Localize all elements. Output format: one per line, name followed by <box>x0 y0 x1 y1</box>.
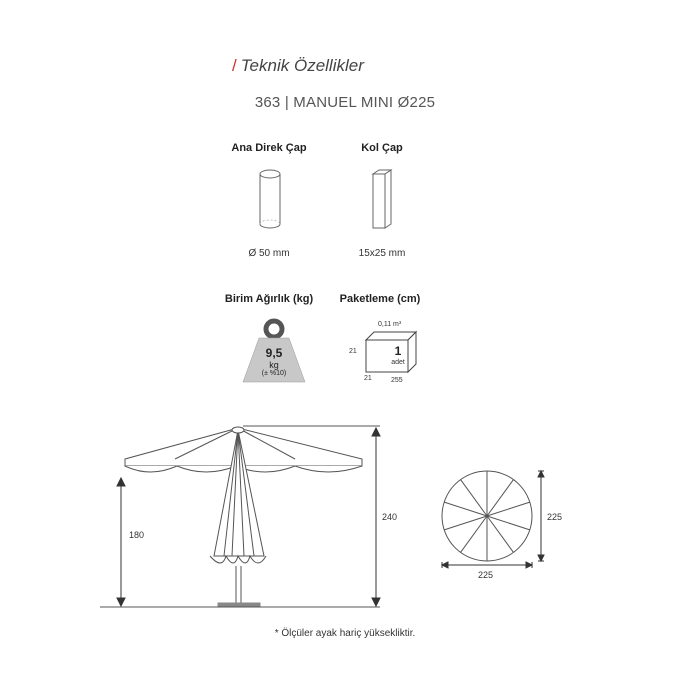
top-height-label: 225 <box>547 512 563 522</box>
packaging-height: 21 <box>349 348 357 355</box>
packaging-width: 255 <box>391 377 403 384</box>
main-pole-label: Ana Direk Çap <box>231 142 307 154</box>
canopy-height-label: 180 <box>129 530 145 540</box>
packaging-depth: 21 <box>364 375 372 382</box>
model-name: 363 | MANUEL MINI Ø225 <box>254 94 436 111</box>
weight-value: 9,5 <box>265 346 283 360</box>
weight-tolerance: (± %10) <box>261 370 287 377</box>
packaging-volume: 0,11 m³ <box>378 321 402 328</box>
footnote: * Ölçüler ayak hariç yüksekliktir. <box>274 628 416 639</box>
arm-value: 15x25 mm <box>358 248 406 259</box>
weight-label: Birim Ağırlık (kg) <box>224 293 314 305</box>
title-slash: / <box>232 56 237 75</box>
main-pole-value: Ø 50 mm <box>248 248 290 259</box>
total-height-label: 240 <box>382 512 398 522</box>
packaging-count: 1 <box>394 344 402 358</box>
packaging-count-unit: adet <box>391 359 405 366</box>
packaging-label: Paketleme (cm) <box>339 293 421 305</box>
weight-unit: kg <box>269 360 279 370</box>
arm-label: Kol Çap <box>361 142 403 154</box>
title-text: Teknik Özellikler <box>240 56 364 75</box>
top-width-label: 225 <box>478 570 494 580</box>
